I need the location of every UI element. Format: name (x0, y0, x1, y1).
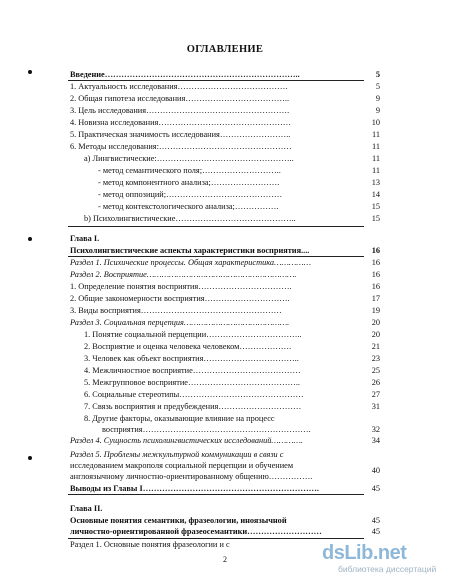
toc-text: - метод оппозиций;…………………………………… (98, 190, 283, 199)
toc-text: исследованием макрополя социальной перцепции и обучением (70, 461, 294, 470)
rule (68, 538, 364, 539)
toc-row-chapter-title (70, 516, 380, 526)
toc-page: 25 (371, 366, 380, 375)
toc-text: 5. Межгрупповое восприятие………………………………….. (84, 378, 300, 387)
toc-text: Основные понятия семантики, фразеологии, иноязычной (70, 516, 287, 525)
toc-row-section (70, 318, 380, 328)
toc-page: 5 (375, 70, 380, 79)
toc-row (70, 130, 380, 140)
toc-row-section (70, 436, 380, 446)
toc-page: 11 (372, 130, 380, 139)
toc-text: 4. Межличностное восприятие………………………………… (84, 366, 301, 375)
toc-row (84, 214, 380, 224)
toc-row-section (70, 270, 380, 280)
toc-text: 3. Виды восприятия…………………………………………… (70, 306, 282, 315)
toc-page: 40 (371, 466, 380, 475)
toc-text: 3. Цель исследования……………………………………………. (70, 106, 290, 115)
watermark-mark: dsLib.net (322, 542, 407, 564)
toc-text: - метод компонентного анализа;……………………. (98, 178, 280, 187)
toc-row (70, 466, 380, 482)
toc-page: 26 (371, 378, 380, 387)
toc-row (70, 306, 380, 316)
chapter-heading (70, 234, 380, 244)
toc-text: Глава II. (70, 504, 103, 513)
toc-page: 11 (372, 166, 380, 175)
toc-page: 16 (371, 270, 380, 279)
toc-text: Раздел 2. Восприятие……………………………………………………. (70, 270, 297, 279)
toc-row-intro (70, 70, 380, 80)
toc-row (84, 414, 368, 424)
toc-text: Раздел 1. Психические процессы. Общая характеристика…………… (70, 258, 311, 267)
toc-page: 14 (371, 190, 380, 199)
toc-text: Введение…………………………………………………………….. (70, 70, 300, 79)
chapter-heading (70, 504, 380, 514)
toc-page: 15 (371, 214, 380, 223)
toc-page: 23 (371, 354, 380, 363)
toc-page: 9 (375, 106, 380, 115)
toc-text: - метод семантического поля;……………………….. (98, 166, 281, 175)
toc-page: 32 (371, 425, 380, 434)
toc-text: 5. Практическая значимость исследования…………………….. (70, 130, 291, 139)
toc-page: 5 (375, 82, 380, 91)
toc-page: 11 (372, 154, 380, 163)
toc-page: 27 (371, 390, 380, 399)
toc-page: 31 (371, 402, 380, 411)
toc-text: Раздел 4. Сущность психолингвистических исследований…………. (70, 436, 303, 445)
toc-row (70, 294, 380, 304)
toc-text: а) Лингвистические:………………………………………….. (84, 154, 294, 163)
toc-page: 13 (371, 178, 380, 187)
toc-text: Раздел 5. Проблемы межкультурной коммуникации в связи с (70, 450, 284, 459)
rule (68, 226, 364, 227)
toc-text: 4. Новизна исследования………………………………………… (70, 118, 292, 127)
toc-row (102, 425, 380, 435)
toc-page: 34 (371, 436, 380, 445)
toc-text: Раздел 3. Социальная перцепция……………………………………. (70, 318, 290, 327)
toc-page: 45 (371, 527, 380, 536)
toc-page: 9 (375, 94, 380, 103)
binder-hole (28, 70, 32, 74)
toc-row (84, 342, 380, 352)
toc-page: 16 (371, 282, 380, 291)
toc-row (70, 94, 380, 104)
page-title: ОГЛАВЛЕНИЕ (186, 44, 264, 55)
toc-row (84, 154, 380, 164)
toc-text: 2. Восприятие и оценка человека человеком………………. (84, 342, 292, 351)
toc-page: 16 (371, 246, 380, 255)
toc-page: 45 (371, 484, 380, 493)
toc-page: 17 (371, 294, 380, 303)
binder-hole (28, 456, 32, 460)
toc-row (98, 166, 380, 176)
toc-text: 6. Социальные стереотипы……………………………………… (84, 390, 304, 399)
toc-text: 1. Актуальность исследования…………………………………. (70, 82, 288, 91)
toc-row (70, 142, 380, 152)
toc-page: 20 (371, 318, 380, 327)
toc-page: 21 (371, 342, 380, 351)
page-number: 2 (223, 555, 227, 564)
toc-row (70, 282, 380, 292)
toc-page: 45 (371, 516, 380, 525)
toc-text: 1. Понятие социальной перцепции…………………………….. (84, 330, 302, 339)
toc-text: 2. Общие закономерности восприятия…………………………. (70, 294, 290, 303)
toc-text: Психолингвистические аспекты характеристики восприятия.... (70, 246, 310, 255)
toc-row (70, 106, 380, 116)
toc-row (98, 178, 380, 188)
toc-text: 7. Связь восприятия и предубеждения………………………… (84, 402, 302, 411)
toc-text: личностно-ориентированной фразеосемантики……………………… (70, 527, 322, 536)
toc-row (98, 190, 380, 200)
watermark-caption: библиотека диссертаций (338, 564, 437, 574)
binder-hole (28, 237, 32, 241)
toc-row (70, 118, 380, 128)
toc-text: 1. Определение понятия восприятия……………………………. (70, 282, 292, 291)
toc-row (84, 354, 380, 364)
toc-page: 11 (372, 142, 380, 151)
toc-text: 8. Другие факторы, оказывающие влияние на процесс (84, 414, 275, 423)
toc-page: 19 (371, 306, 380, 315)
toc-text: Раздел 1. Основные понятия фразеологии и с (70, 540, 230, 549)
toc-text: 6. Методы исследования:………………………………………… (70, 142, 292, 151)
toc-text: Глава I. (70, 234, 100, 243)
toc-text: англоязычному личностно-ориентированному общению……………. (70, 472, 313, 481)
toc-row (70, 461, 370, 471)
toc-row (84, 378, 380, 388)
toc-text: - метод контекстологического анализа;……………. (98, 202, 279, 211)
toc-text: Выводы из Главы I………………………………………………………. (70, 484, 319, 493)
toc-page: 16 (371, 258, 380, 267)
toc-row (70, 540, 300, 550)
toc-row-conclusions (70, 484, 380, 494)
toc-row-chapter-title (70, 246, 380, 256)
toc-row (84, 402, 380, 412)
toc-text: 3. Человек как объект восприятия…………………………….. (84, 354, 299, 363)
toc-row-section (70, 258, 380, 268)
toc-page: 10 (371, 118, 380, 127)
toc-text: восприятия……………………………………………………. (102, 425, 311, 434)
toc-text: 2. Общая гипотеза исследования……………………………….. (70, 94, 290, 103)
toc-row-section (70, 450, 370, 460)
toc-row (84, 366, 380, 376)
toc-row-chapter-title (70, 527, 380, 537)
toc-row (98, 202, 380, 212)
toc-page: 15 (371, 202, 380, 211)
rule (68, 256, 364, 257)
rule (68, 494, 364, 495)
rule (68, 80, 364, 81)
toc-text: b) Психолингвистические…………………………………….. (84, 214, 296, 223)
toc-page: 20 (371, 330, 380, 339)
toc-row (70, 82, 380, 92)
watermark-logo (322, 540, 446, 576)
toc-row (84, 330, 380, 340)
toc-row (84, 390, 380, 400)
